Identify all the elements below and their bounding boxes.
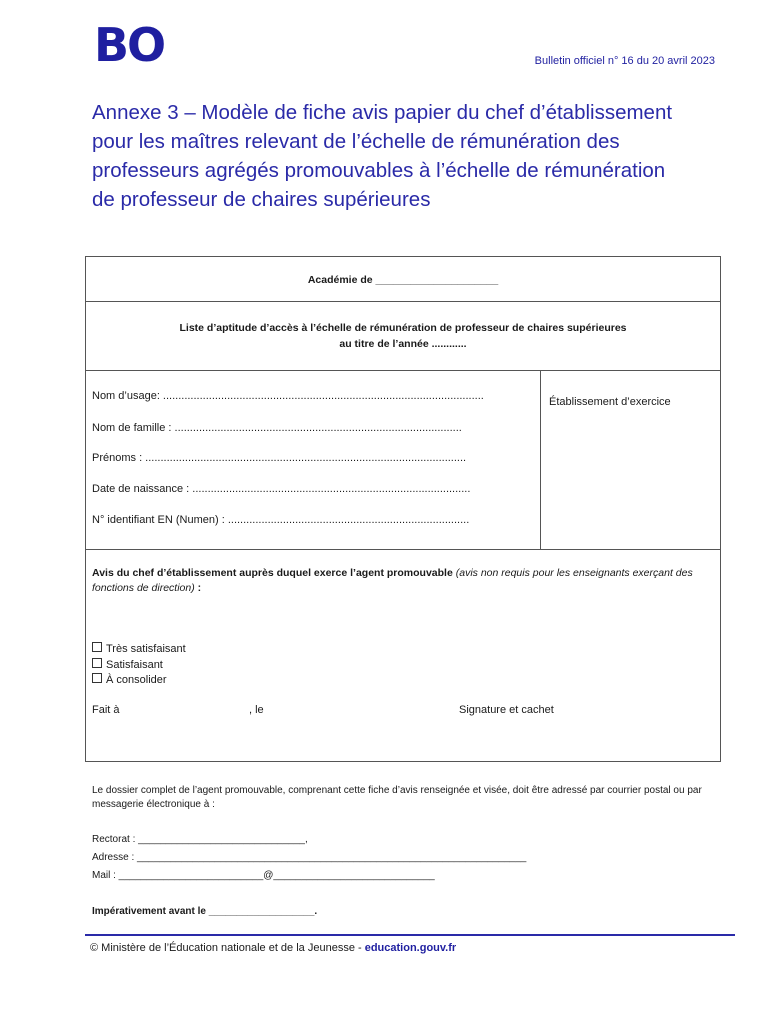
identity-row [86,371,720,550]
academie-label: Académie de _____________________ [307,274,499,286]
prenoms-field[interactable]: Prénoms : ......................................................................................................... [92,452,467,464]
liste-line-1: Liste d’aptitude d’accès à l’échelle de rémunération de professeur de chaires supérieures [179,322,627,334]
option-tres-satisfaisant[interactable]: Très satisfaisant [92,642,186,658]
footer-divider [85,934,735,936]
liste-aptitude-text [106,320,700,352]
avis-colon: : [194,582,202,594]
bo-logo: BO [94,18,165,72]
academie-row [86,257,720,302]
footer-text: © Ministère de l’Éducation nationale et de la Jeunesse - [90,942,365,954]
deadline-line: Impérativement avant le ___________________. [92,906,318,917]
date-naissance-field[interactable]: Date de naissance : ........................................................................................... [92,483,471,495]
mail-line: Mail : __________________________@_____________________________ [92,870,435,881]
liste-aptitude-row [86,302,720,371]
avis-italic-text: (avis non requis pour les enseignants exerçant des fonctions de direction) [92,567,693,594]
footer [90,942,456,954]
checkbox-icon[interactable] [92,673,102,683]
dossier-note: Le dossier complet de l’agent promouvable, comprenant cette fiche d’avis renseignée et visée, doit être adressé par courrier postal ou par messagerie électronique à : [92,785,702,810]
avis-form [85,256,721,762]
footer-link[interactable]: education.gouv.fr [364,942,457,954]
liste-line-2: au titre de l’année ............ [339,338,467,350]
rectorat-line: Rectorat : ______________________________, [92,834,308,845]
annex-title: Annexe 3 – Modèle de fiche avis papier du chef d’établissement pour les maîtres relevant de l’échelle de rémunération des professeurs agrégés promouvables à l’échelle de rémunération de professeur de chaires supérieures [92,101,673,211]
nom-famille-field[interactable]: Nom de famille : .............................................................................................. [92,422,462,434]
date-le-label: , le [249,704,264,716]
fait-a-label: Fait à [92,704,120,716]
adresse-line: Adresse : ______________________________________________________________________ [92,852,527,863]
avis-heading [92,566,710,596]
option-a-consolider[interactable]: À consolider [92,673,186,689]
checkbox-icon[interactable] [92,658,102,668]
etablissement-label: Établissement d’exercice [549,396,671,408]
checkbox-icon[interactable] [92,642,102,652]
signature-label: Signature et cachet [459,704,554,716]
identity-fields [86,371,541,549]
avis-row [86,550,720,762]
nom-usage-field[interactable]: Nom d’usage: ......................................................................................................... [92,390,484,402]
option-satisfaisant[interactable]: Satisfaisant [92,658,186,674]
bulletin-reference: Bulletin officiel n° 16 du 20 avril 2023 [534,55,715,67]
avis-bold-text: Avis du chef d’établissement auprès duquel exerce l’agent promouvable [92,567,453,579]
numen-field[interactable]: N° identifiant EN (Numen) : ............................................................................... [92,514,470,526]
avis-options [92,642,186,689]
